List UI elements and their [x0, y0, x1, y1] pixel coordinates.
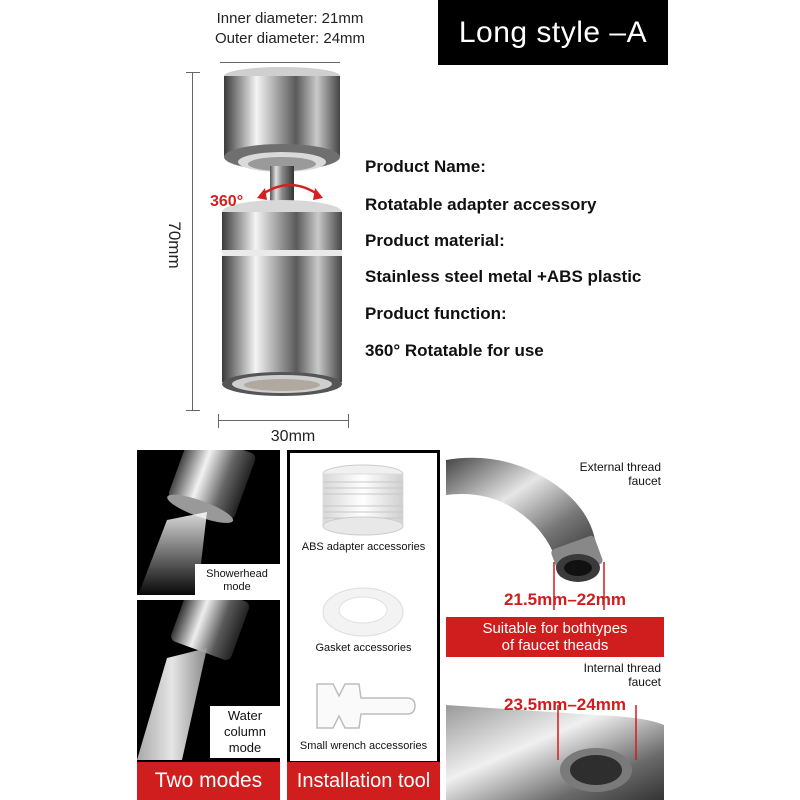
product-material-heading: Product material:	[365, 231, 505, 250]
height-tick-bottom	[186, 410, 200, 411]
suitable-banner: Suitable for bothtypes of faucet theads	[446, 617, 664, 657]
width-dimension-line	[218, 420, 348, 421]
height-label: 70mm	[165, 221, 184, 269]
style-title: Long style –A	[438, 0, 668, 65]
product-function-value: 360° Rotatable for use	[365, 341, 544, 360]
width-tick-right	[348, 414, 349, 428]
product-name-value: Rotatable adapter accessory	[365, 195, 597, 214]
external-thread-size: 21.5mm–22mm	[504, 590, 626, 609]
adapter-product-image	[215, 62, 355, 412]
width-label: 30mm	[270, 428, 316, 445]
gasket-image	[317, 582, 409, 642]
rotation-label: 360°	[210, 193, 244, 210]
gasket-label: Gasket accessories	[315, 642, 412, 654]
wrench-icon	[307, 676, 419, 736]
faucets-panel	[446, 450, 664, 800]
two-modes-banner: Two modes	[137, 762, 280, 800]
inner-diameter-label: Inner diameter: 21mm	[216, 10, 364, 27]
outer-diameter-label: Outer diameter: 24mm	[214, 30, 366, 47]
abs-adapter-label: ABS adapter accessories	[301, 541, 426, 553]
internal-thread-label: Internal thread faucet	[583, 661, 661, 689]
rotation-arrow-icon	[255, 178, 325, 208]
width-tick-left	[218, 414, 219, 428]
wrench-label: Small wrench accessories	[299, 740, 428, 752]
product-function-heading: Product function:	[365, 304, 507, 323]
installation-tool-banner: Installation tool	[287, 762, 440, 800]
showerhead-mode-label: Showerhead mode	[206, 568, 268, 593]
tools-panel	[287, 450, 440, 800]
abs-adapter-image	[317, 464, 409, 538]
water-column-mode-label: Water column mode	[224, 708, 266, 755]
height-tick-top	[186, 72, 200, 73]
product-material-value: Stainless steel metal +ABS plastic	[365, 267, 642, 286]
internal-thread-size: 23.5mm–24mm	[504, 695, 626, 714]
product-name-heading: Product Name:	[365, 157, 486, 176]
external-thread-label: External thread faucet	[579, 460, 661, 488]
